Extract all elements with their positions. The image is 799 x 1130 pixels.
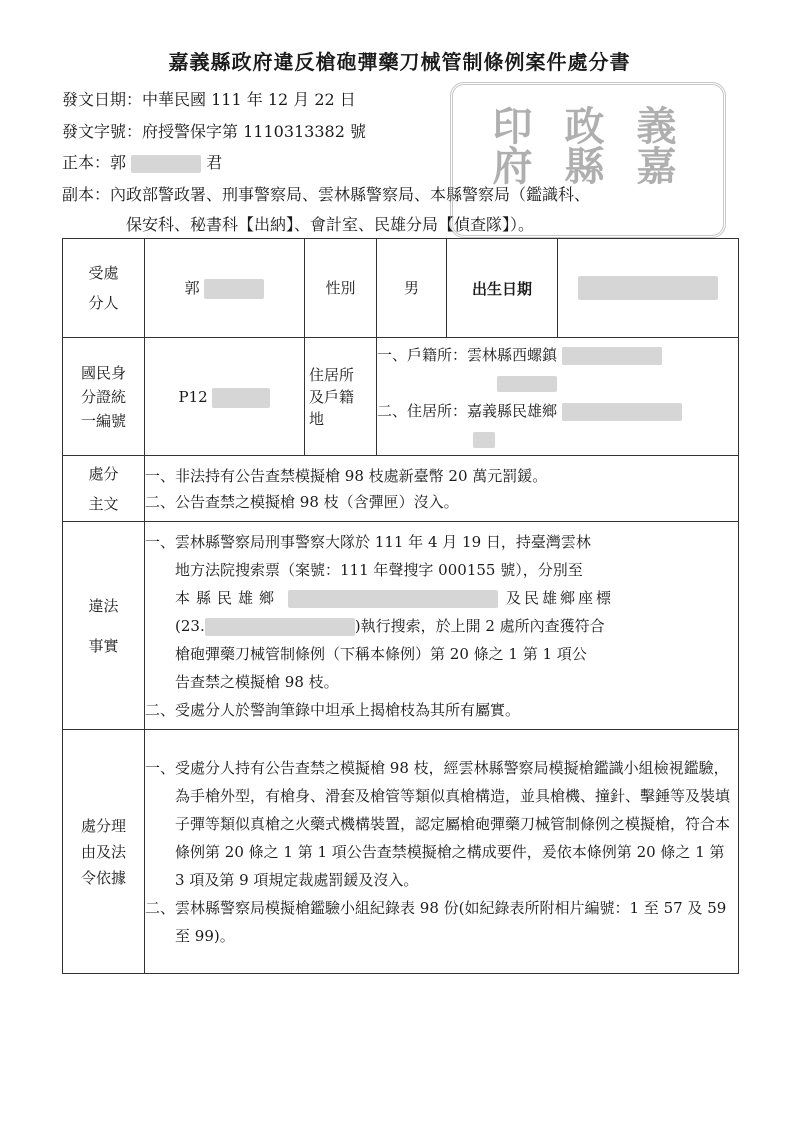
gender-value: 男 — [377, 239, 447, 338]
official-seal: 印府 政縣 義嘉 — [450, 82, 726, 238]
main-item: 一、 非法持有公告查禁模擬槍 98 枝處新臺幣 20 萬元罰鍰。 — [145, 466, 548, 485]
id-label-cell: 國民身 分證統 一編號 — [63, 338, 145, 456]
basis-item: 一、 受處分人持有公告查禁之模擬槍 98 枝，經雲林縣警察局模擬槍鑑識小組檢視鑑驗，為手槍外型，有槍身、滑套及槍管等類似真槍構造，並具槍機、撞針、擊錘等及裝填子彈等類似真槍之火藥式機構裝置，認定屬槍砲彈藥刀械管制條例之模擬槍，符合本條例第 20 條之 1 第 1 項公告查禁模擬槍之構成要件，爰依本條例第 20 條之 1 第 3 項及第 9 項規定裁處罰鍰及沒入。 — [145, 758, 731, 889]
row-facts — [63, 522, 739, 730]
redacted-person-name — [204, 279, 264, 299]
birth-cell — [447, 239, 739, 338]
facts-label: 違法 事實 — [63, 522, 145, 730]
issue-date-line — [62, 90, 356, 110]
copy-label: 副本： — [62, 185, 111, 204]
main-item: 二、 公告查禁之模擬槍 98 枝（含彈匣）沒入。 — [145, 492, 459, 511]
basis-item: 二、 雲林縣警察局模擬槍鑑驗小組紀錄表 98 份(如紀錄表所附相片編號：1 至 57 及 59 至 99)。 — [145, 898, 727, 945]
person-name-prefix: 郭 — [184, 279, 200, 297]
issue-number-label: 發文字號： — [62, 122, 143, 141]
issue-date-value: 中華民國 111 年 12 月 22 日 — [142, 90, 356, 109]
person-label-cell: 受處 分人 — [63, 239, 145, 338]
row-basis — [63, 730, 739, 974]
facts-content — [145, 522, 739, 730]
person-name-cell — [145, 239, 305, 338]
id-value-cell — [145, 338, 305, 456]
basis-content — [145, 730, 739, 974]
row-person — [63, 239, 739, 338]
address-value-cell — [377, 338, 739, 456]
original-label: 正本： — [62, 153, 111, 172]
row-id-address — [63, 338, 739, 456]
gender-label: 性別 — [305, 239, 377, 338]
row-main-text — [63, 456, 739, 522]
copy-recipient-line-2: 保安科、秘書科【出納】、會計室、民雄分局【偵查隊】）。 — [126, 215, 535, 234]
issue-number-value: 府授警保字第 1110313382 號 — [142, 122, 366, 141]
facts-item-2: 二、 受處分人於警詢筆錄中坦承上揭槍枝為其所有屬實。 — [145, 700, 521, 719]
redacted-name — [131, 155, 201, 173]
residence-address: 二、住居所：嘉義縣民雄鄉 — [377, 397, 738, 425]
redacted-id — [212, 388, 270, 408]
original-prefix: 郭 — [110, 153, 127, 172]
document-title: 嘉義縣政府違反槍砲彈藥刀械管制條例案件處分書 — [168, 50, 631, 74]
original-recipient-line — [62, 153, 222, 173]
issue-date-label: 發文日期： — [62, 90, 143, 109]
main-text-content — [145, 456, 739, 522]
registered-address: 一、戶籍所：雲林縣西螺鎮 — [377, 341, 738, 369]
redacted-birth-date — [578, 276, 718, 300]
original-suffix: 君 — [206, 153, 223, 172]
address-label-cell: 住居所 及戶籍 地 — [305, 338, 377, 456]
issue-number-line — [62, 122, 366, 142]
id-prefix: P12 — [178, 387, 208, 406]
copy-line-1: 內政部警政署、刑事警察局、雲林縣警察局、本縣警察局（鑑識科、 — [110, 185, 591, 204]
facts-item-1: 一、 雲林縣警察局刑事警察大隊於 111 年 4 月 19 日，持臺灣雲林 地方法院搜索票（案號：111 年聲搜字 000155 號），分別至 本縣民雄鄉 及民雄鄉座標 (23. )執行搜索，於上開 2 處所內查獲符合 槍砲彈藥刀械管制條例（下稱本條例）第 20 條之 1 第 1 項公 告查禁之模擬槍 98 枝。 — [145, 532, 615, 691]
basis-label: 處分理 由及法 令依據 — [63, 730, 145, 974]
main-text-label: 處分 主文 — [63, 456, 145, 522]
birth-label: 出生日期 — [471, 279, 532, 298]
disposition-table — [62, 238, 739, 974]
